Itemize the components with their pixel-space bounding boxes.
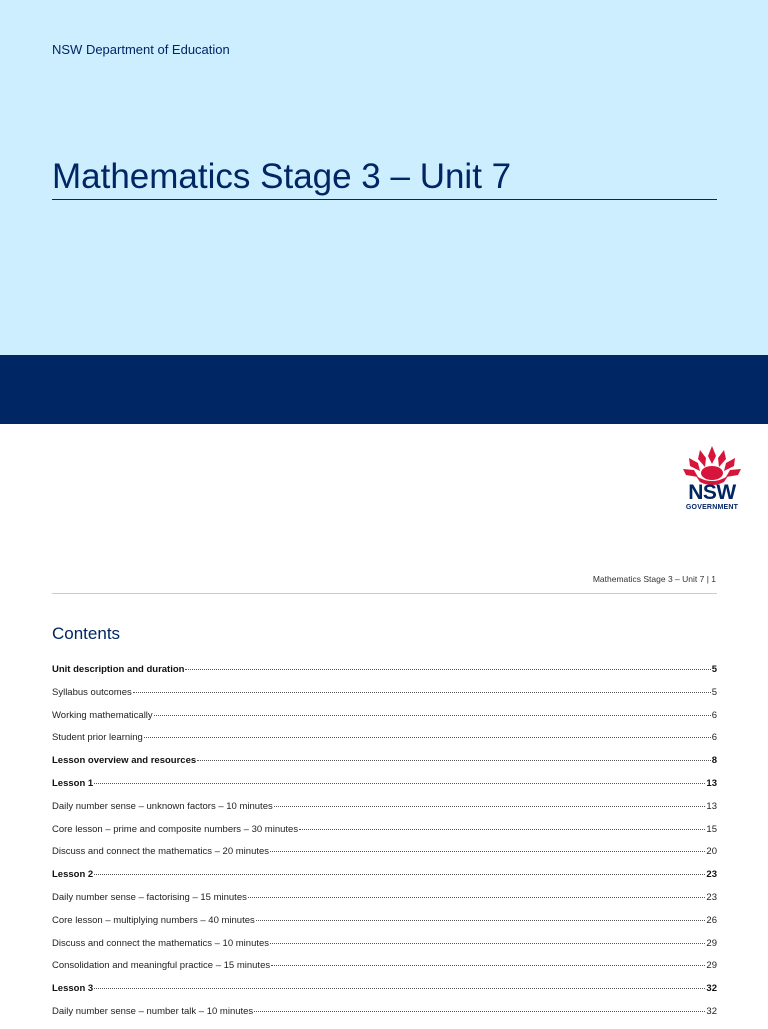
toc-leader-dots xyxy=(133,692,711,693)
toc-leader-dots xyxy=(94,988,705,989)
toc-leader-dots xyxy=(144,737,711,738)
toc-leader-dots xyxy=(154,715,711,716)
toc-entry-page: 23 xyxy=(706,891,717,903)
toc-leader-dots xyxy=(256,920,706,921)
toc-entry-page: 23 xyxy=(706,869,717,881)
toc-leader-dots xyxy=(197,760,711,761)
toc-entry-page: 32 xyxy=(706,983,717,995)
toc-entry-page: 29 xyxy=(706,960,717,972)
toc-entry[interactable] xyxy=(52,1006,717,1029)
toc-entry[interactable] xyxy=(52,824,717,847)
toc-entry-page: 13 xyxy=(706,777,717,789)
toc-entry-label: Daily number sense – factorising – 15 minutes xyxy=(52,891,247,903)
toc-entry-page: 5 xyxy=(711,686,717,698)
toc-entry-label: Discuss and connect the mathematics – 10 minutes xyxy=(52,937,270,949)
toc-leader-dots xyxy=(271,965,705,966)
title-divider xyxy=(52,199,717,200)
toc-entry[interactable] xyxy=(52,869,717,892)
toc-entry-label: Working mathematically xyxy=(52,709,153,721)
toc-leader-dots xyxy=(270,943,705,944)
toc-entry-page: 15 xyxy=(706,823,717,835)
toc-entry[interactable] xyxy=(52,846,717,869)
page-header: Mathematics Stage 3 – Unit 7 | 1 xyxy=(592,574,716,584)
navy-band xyxy=(0,355,768,424)
toc-entry-label: Syllabus outcomes xyxy=(52,686,132,698)
toc-entry[interactable] xyxy=(52,960,717,983)
toc-entry-page: 6 xyxy=(711,732,717,744)
toc-entry[interactable] xyxy=(52,687,717,710)
toc-entry[interactable] xyxy=(52,710,717,733)
toc-leader-dots xyxy=(94,783,705,784)
toc-entry-label: Lesson 3 xyxy=(52,983,94,995)
toc-entry-page: 29 xyxy=(706,937,717,949)
toc-entry-label: Daily number sense – unknown factors – 10 minutes xyxy=(52,800,273,812)
toc-entry-label: Lesson overview and resources xyxy=(52,755,197,767)
toc-entry-page: 26 xyxy=(706,914,717,926)
toc-entry-label: Discuss and connect the mathematics – 20 minutes xyxy=(52,846,270,858)
toc-leader-dots xyxy=(94,874,705,875)
toc-entry-page: 13 xyxy=(706,800,717,812)
toc-entry-label: Daily number sense – number talk – 10 minutes xyxy=(52,1005,254,1017)
header-divider xyxy=(52,593,717,594)
toc-entry-label: Core lesson – multiplying numbers – 40 minutes xyxy=(52,914,255,926)
toc-entry[interactable] xyxy=(52,732,717,755)
toc-entry[interactable] xyxy=(52,938,717,961)
toc-entry-page: 5 xyxy=(711,664,717,675)
toc-leader-dots xyxy=(185,669,710,670)
toc-entry[interactable] xyxy=(52,778,717,801)
toc-entry-page: 32 xyxy=(706,1005,717,1017)
toc-leader-dots xyxy=(254,1011,705,1012)
logo-wordmark: NSW xyxy=(688,481,736,504)
toc-entry-label: Consolidation and meaningful practice – 15 minutes xyxy=(52,960,271,972)
toc-entry-page: 6 xyxy=(711,709,717,721)
document-title: Mathematics Stage 3 – Unit 7 xyxy=(52,157,512,196)
toc-entry[interactable] xyxy=(52,915,717,938)
toc-leader-dots xyxy=(270,851,705,852)
toc-entry-page: 20 xyxy=(706,846,717,858)
toc-leader-dots xyxy=(299,829,705,830)
toc-entry-label: Student prior learning xyxy=(52,732,143,744)
toc-entry[interactable] xyxy=(52,983,717,1006)
department-name: NSW Department of Education xyxy=(52,42,230,57)
toc-entry[interactable] xyxy=(52,801,717,824)
toc-entry-label: Unit description and duration xyxy=(52,664,185,675)
toc-entry-label: Core lesson – prime and composite numbers – 30 minutes xyxy=(52,823,299,835)
toc-leader-dots xyxy=(248,897,706,898)
table-of-contents xyxy=(52,664,717,1029)
toc-entry[interactable] xyxy=(52,892,717,915)
logo-subtext: GOVERNMENT xyxy=(685,504,739,511)
toc-entry-label: Lesson 1 xyxy=(52,777,94,789)
toc-entry-page: 8 xyxy=(711,755,717,767)
toc-entry-label: Lesson 2 xyxy=(52,869,94,881)
toc-leader-dots xyxy=(274,806,706,807)
contents-heading: Contents xyxy=(52,624,121,643)
toc-entry[interactable] xyxy=(52,755,717,778)
toc-entry[interactable] xyxy=(52,664,717,687)
